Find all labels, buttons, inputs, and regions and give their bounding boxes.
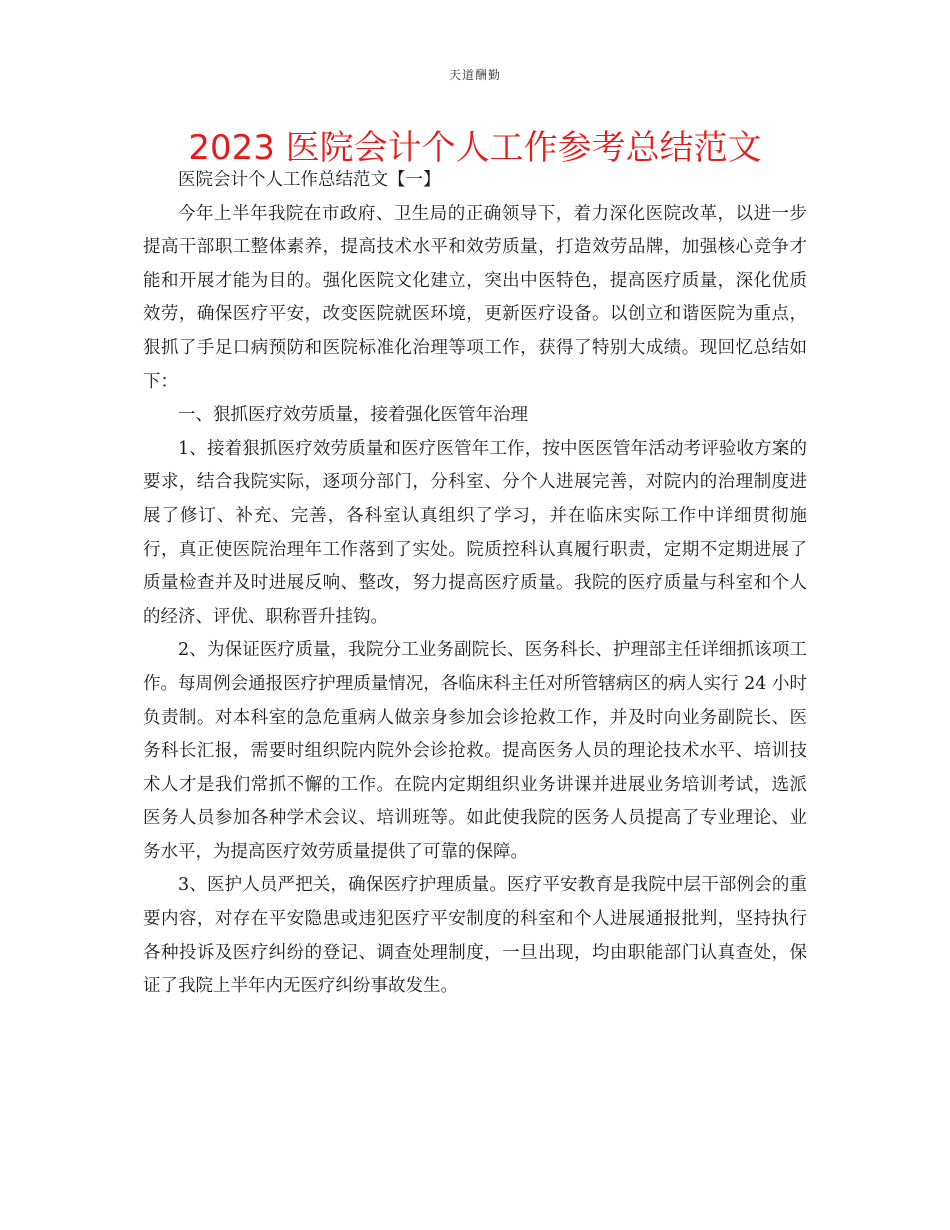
paragraph-item-3: 3、医护人员严把关，确保医疗护理质量。医疗平安教育是我院中层干部例会的重要内容，对存在平安隐患或违犯医疗平安制度的科室和个人进展通报批判，坚持执行各种投诉及医疗纠纷的登记、调查处理制度，一旦出现，均由职能部门认真查处，保证了我院上半年内无医疗纠纷事故发生。 bbox=[143, 875, 807, 997]
paragraph-item-2: 2、为保证医疗质量，我院分工业务副院长、医务科长、护理部主任详细抓该项工作。每周例会通报医疗护理质量情况，各临床科主任对所管辖病区的病人实行 24 小时负责制。对本科室的急危重病人做亲身参加会诊抢救工作，并及时向业务副院长、医务科长汇报，需要时组织院内院外会诊抢救。提高医务人员的理论技术水平、培训技术人才是我们常抓不懈的工作。在院内定期组织业务讲课并进展业务培训考试，选派医务人员参加各种学术会议、培训班等。如此使我院的医务人员提高了专业理论、业务水平，为提高医疗效劳质量提供了可靠的保障。 bbox=[143, 640, 807, 862]
paragraph-item-1: 1、接着狠抓医疗效劳质量和医疗医管年工作，按中医医管年活动考评验收方案的要求，结合我院实际，逐项分部门，分科室、分个人进展完善，对院内的治理制度进展了修订、补充、完善，各科室认真组织了学习，并在临床实际工作中详细贯彻施行，真正使医院治理年工作落到了实处。院质控科认真履行职责，定期不定期进展了质量检查并及时进展反响、整改，努力提高医疗质量。我院的医疗质量与科室和个人的经济、评优、职称晋升挂钩。 bbox=[143, 438, 807, 627]
document-title: 2023 医院会计个人工作参考总结范文 bbox=[188, 128, 762, 168]
document-body bbox=[143, 164, 807, 1004]
paragraph-intro: 今年上半年我院在市政府、卫生局的正确领导下，着力深化医院改革，以进一步提高干部职工整体素养，提高技术水平和效劳质量，打造效劳品牌，加强核心竞争才能和开展才能为目的。强化医院文化建立，突出中医特色，提高医疗质量，深化优质效劳，确保医疗平安，改变医院就医环境，更新医疗设备。以创立和谐医院为重点，狠抓了手足口病预防和医院标准化治理等项工作，获得了特别大成绩。现回忆总结如下： bbox=[143, 203, 807, 392]
page-header: 天道酬勤 bbox=[448, 68, 501, 82]
section-heading: 一、狠抓医疗效劳质量，接着强化医管年治理 bbox=[178, 405, 528, 426]
section-subtitle: 医院会计个人工作总结范文【一】 bbox=[178, 170, 441, 190]
